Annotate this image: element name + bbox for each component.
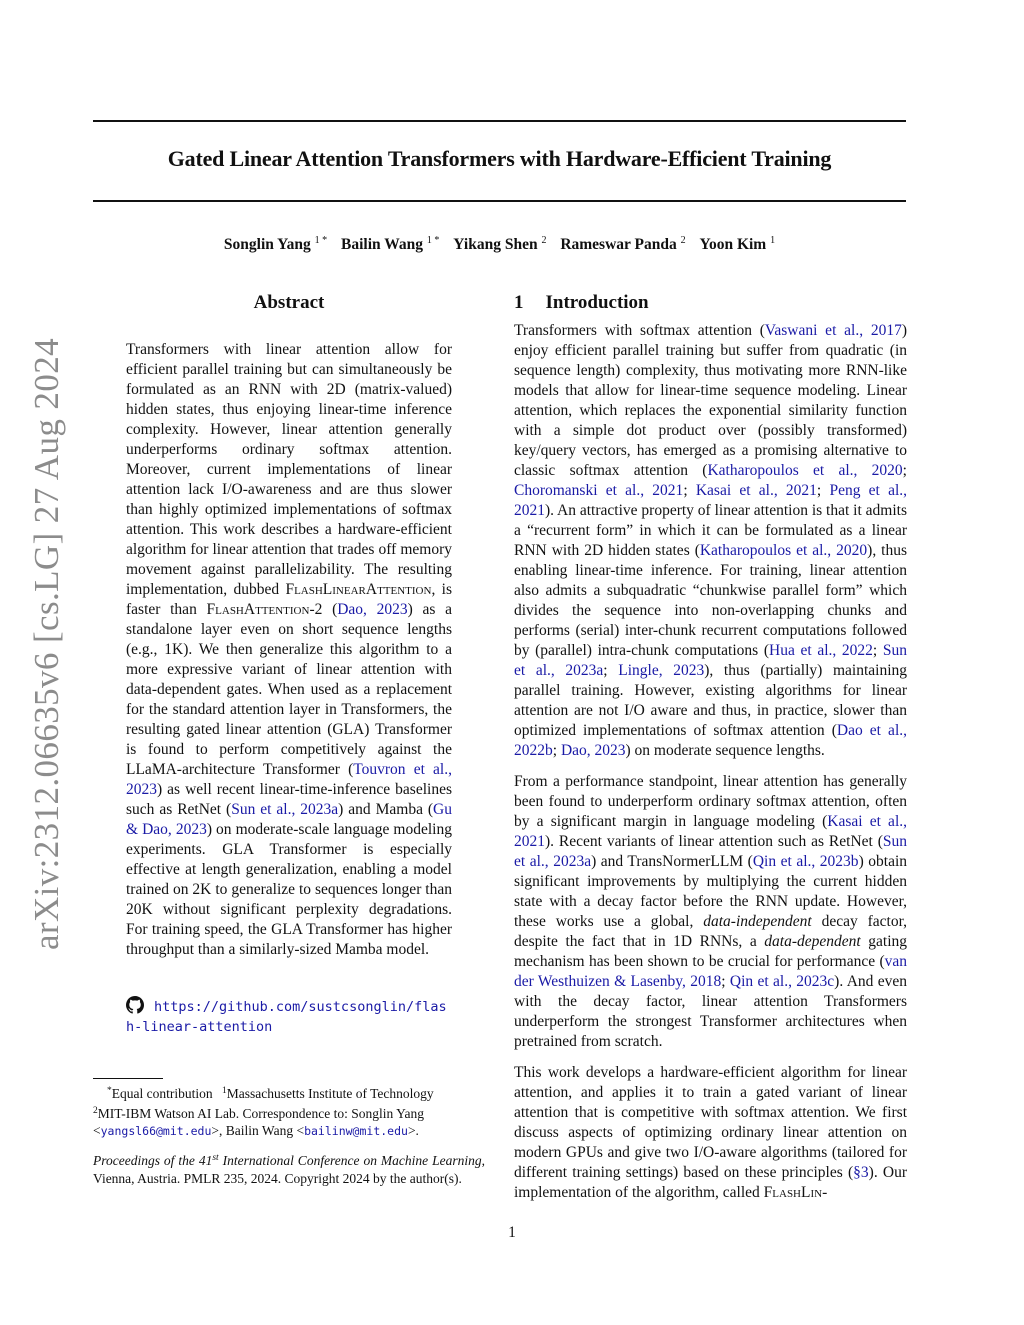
repo-url-link[interactable]: https://github.com/sustcsonglin/flash-linear-attention (126, 999, 447, 1035)
abstract-text: Transformers with linear attention allow for efficient parallel training but can simultaneously be formulated as an RNN with 2D (matrix-valued) hidden states, thus enjoying linear-time inference complexity. However, linear attention generally underperforms ordinary softmax attention. Moreover, current implementations of linear attention lack I/O-awareness and are thus slower than highly optimized implementations of softmax attention. This work describes a hardware-efficient algorithm for linear attention that trades off memory movement against parallelizability. The resulting implementation, dubbed FlashLinearAttention, is faster than FlashAttention-2 (Dao, 2023) as a standalone layer even on short sequence lengths (e.g., 1K). We then generalize this algorithm to a more expressive variant of linear attention with data-dependent gates. When used as a replacement for the standard attention layer in Transformers, the resulting gated linear attention (GLA) Transformer is found to perform competitively against the LLaMA-architecture Transformer (Touvron et al., 2023) as well recent linear-time-inference baselines such as RetNet (Sun et al., 2023a) and Mamba (Gu & Dao, 2023) on moderate-scale language modeling experiments. GLA Transformer is especially effective at length generalization, enabling a model trained on 2K to generalize to sequences longer than 20K without significant perplexity degradations. For training speed, the GLA Transformer has higher throughput than a similarly-sized Mamba model. (126, 341, 453, 958)
top-rule (93, 120, 906, 122)
author: Songlin Yang $^{1 *}$ (223, 235, 328, 253)
citation-link[interactable]: Touvron et al., 2023 (126, 761, 452, 798)
section-heading: 1 Introduction (514, 292, 649, 313)
email-link[interactable]: yangsl66@mit.edu (100, 1124, 212, 1138)
citation-link[interactable]: Peng et al., 2021 (514, 482, 908, 519)
paper-title: Gated Linear Attention Transformers with Hardware-Efficient Training (167, 146, 832, 171)
citation-link[interactable]: Sun et al., 2023a (514, 642, 907, 679)
intro-paragraph: This work develops a hardware-efficient algorithm for linear attention, and applies it to train a gated variant of linear attention that is competitive with softmax attention. We first discuss aspects of optimizing ordinary linear attention on modern GPUs and give two I/O-aware algorithms (tailored for different training settings) based on these principles (§3). Our implementation of the algorithm, called FlashLin- (514, 1064, 907, 1201)
github-icon (126, 996, 144, 1014)
citation-link[interactable]: Qin et al., 2023b (752, 853, 859, 870)
github-link-line (126, 996, 452, 1037)
citation-link[interactable]: Dao, 2023 (337, 601, 408, 618)
citation-link[interactable]: Katharopoulos et al., 2020 (699, 542, 868, 559)
citation-link[interactable]: Sun et al., 2023a (514, 833, 907, 870)
author: Bailin Wang $^{1 *}$ (341, 235, 440, 253)
section-ref-link[interactable]: §3 (853, 1164, 869, 1181)
page-number: 1 (508, 1224, 516, 1241)
abstract-heading: Abstract (253, 292, 325, 313)
citation-link[interactable]: Vaswani et al., 2017 (764, 322, 902, 339)
citation-link[interactable]: Kasai et al., 2021 (514, 813, 907, 850)
author: Rameswar Panda $^2$ (560, 235, 686, 253)
right-column (514, 292, 907, 1203)
left-column (126, 292, 452, 960)
title-bottom-rule (93, 200, 906, 202)
intro-paragraph: Transformers with softmax attention (Vaswani et al., 2017) enjoy efficient parallel training but suffer from quadratic (in sequence length) complexity, thus motivating more RNN-like models that allow for linear-time sequence modeling. Linear attention, which replaces the exponential similarity function with a simple dot product over (possibly transformed) key/query vectors, has emerged as a promising alternative to classic softmax attention (Katharopoulos et al., 2020; Choromanski et al., 2021; Kasai et al., 2021; Peng et al., 2021). An attractive property of linear attention is that it admits a “recurrent form” in which it can be formulated as a linear RNN with 2D hidden states (Katharopoulos et al., 2020), thus enabling linear-time inference. For training, linear attention also admits a subquadratic “chunkwise parallel form” which divides the sequence into non-overlapping chunks and performs (serial) inter-chunk recurrent computations followed by (parallel) intra-chunk computations (Hua et al., 2022; Sun et al., 2023a; Lingle, 2023), thus (partially) maintaining parallel training. However, existing algorithms for linear attention are not I/O aware and thus, in practice, slower than optimized implementations of softmax attention (Dao et al., 2022b; Dao, 2023) on moderate sequence lengths. (514, 322, 908, 759)
email-link[interactable]: bailinw@mit.edu (304, 1124, 408, 1138)
citation-link[interactable]: Hua et al., 2022 (769, 642, 873, 659)
citation-link[interactable]: Kasai et al., 2021 (695, 482, 817, 499)
citation-link[interactable]: Lingle, 2023 (618, 662, 705, 679)
footnote-rule (93, 1078, 163, 1079)
citation-link[interactable]: Choromanski et al., 2021 (514, 482, 684, 499)
arxiv-identifier: arXiv:2312.06635v6 [cs.LG] 27 Aug 2024 (27, 337, 66, 951)
footnote: *Equal contribution $^1$Massachusetts Institute of Technology $^2$MIT-IBM Watson AI Lab. Correspondence to: Songlin Yang <yangsl66@mit.edu>, Bailin Wang <bailinw@mit.edu>. (93, 1086, 434, 1138)
author-list (93, 235, 906, 254)
citation-link[interactable]: Katharopoulos et al., 2020 (707, 462, 903, 479)
citation-link[interactable]: Dao, 2023 (560, 742, 626, 759)
citation-link[interactable]: Sun et al., 2023a (231, 801, 339, 818)
citation-link[interactable]: Dao et al., 2022b (514, 722, 907, 759)
author: Yikang Shen $^2$ (453, 235, 547, 253)
citation-link[interactable]: Gu & Dao, 2023 (126, 801, 452, 838)
citation-link[interactable]: Qin et al., 2023c (729, 973, 835, 990)
author: Yoon Kim $^1$ (699, 235, 776, 253)
proceedings-note: Proceedings of the 41st International Conference on Machine Learning, Vienna, Austria. PMLR 235, 2024. Copyright 2024 by the author(s). (93, 1153, 485, 1186)
intro-paragraph: From a performance standpoint, linear attention has generally been found to underperform ordinary softmax attention, often by a significant margin in language modeling (Kasai et al., 2021). Recent variants of linear attention such as RetNet (Sun et al., 2023a) and TransNormerLLM (Qin et al., 2023b) obtain significant improvements by multiplying the current hidden state with a decay factor before the RNN update. However, these works use a global, data-independent decay factor, despite the fact that in 1D RNNs, a data-dependent gating mechanism has been shown to be crucial for performance (van der Westhuizen & Lasenby, 2018; Qin et al., 2023c). And even with the decay factor, linear attention Transformers underperform the strongest Transformer architectures when pretrained from scratch. (514, 773, 908, 1050)
citation-link[interactable]: van der Westhuizen & Lasenby, 2018 (514, 953, 907, 990)
